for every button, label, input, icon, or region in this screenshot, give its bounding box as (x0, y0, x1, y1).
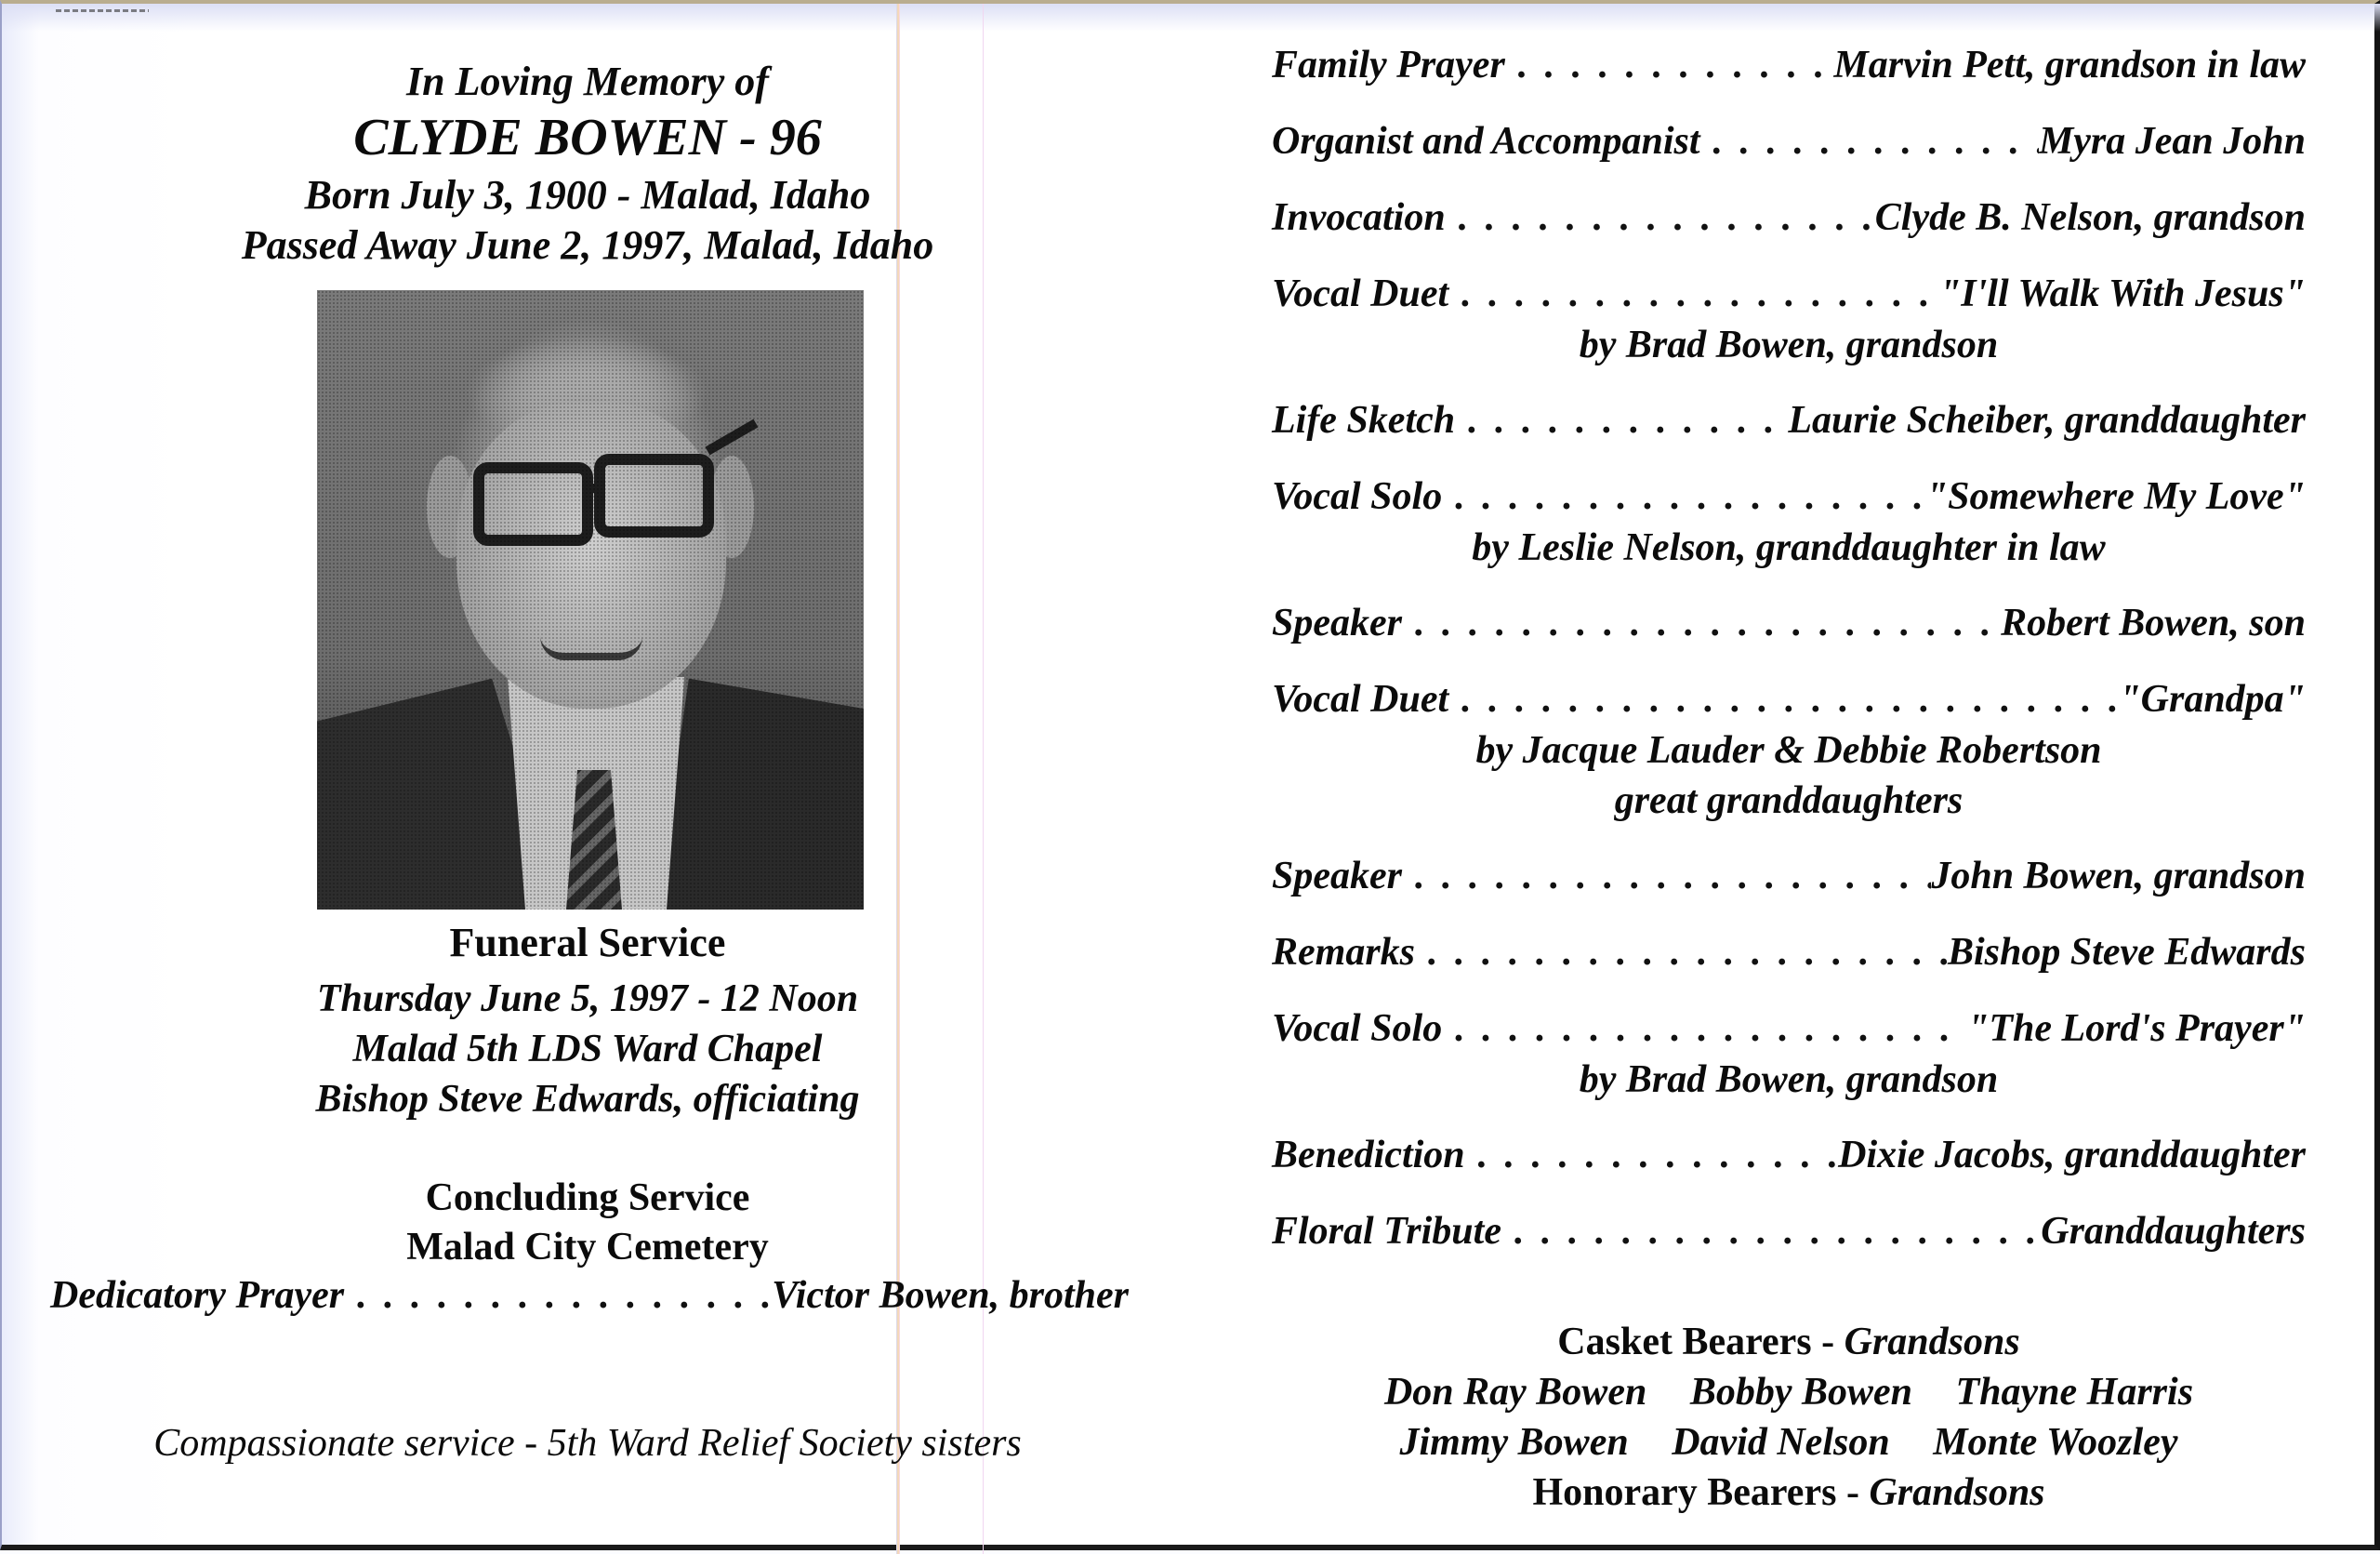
program-value: John Bowen, grandson (1931, 855, 2306, 897)
program-item (1272, 597, 2306, 649)
program-row (1272, 850, 2306, 902)
program-performer: by Leslie Nelson, granddaughter in law (1472, 526, 2106, 569)
memory-heading: In Loving Memory of (406, 59, 769, 104)
scan-edge (2, 4, 2380, 32)
dot-leader (1448, 268, 1939, 320)
program-label: Vocal Solo (1272, 1007, 1443, 1050)
program-row (1272, 39, 2306, 91)
program-performer: by Brad Bowen, grandson (1579, 324, 1999, 366)
dot-leader (1446, 192, 1875, 244)
program-label: Vocal Duet (1272, 272, 1449, 315)
program-performer: by Jacque Lauder & Debbie Robertson (1475, 729, 2102, 772)
dot-leader (1442, 471, 1926, 523)
bearer-name: David Nelson (1672, 1421, 1890, 1464)
program-row (1272, 1129, 2306, 1181)
funeral-service-heading: Funeral Service (449, 920, 726, 965)
program-label: Vocal Duet (1272, 678, 1449, 721)
separator: - (1811, 1321, 1844, 1363)
casket-bearers-label: Casket Bearers (1557, 1321, 1812, 1363)
dot-leader (1415, 926, 1948, 978)
program-row (1272, 471, 2306, 523)
dot-leader (1505, 39, 1834, 91)
dot-leader (344, 1273, 772, 1318)
program-label: Speaker (1272, 855, 1402, 897)
funeral-place: Malad 5th LDS Ward Chapel (352, 1028, 823, 1070)
glasses-icon (594, 454, 714, 538)
bearer-names-row (1272, 1367, 2306, 1417)
program-item (1272, 1003, 2306, 1105)
bearer-name: Thayne Harris (1955, 1371, 2194, 1414)
program-label: Invocation (1272, 196, 1446, 239)
program-item (1272, 1205, 2306, 1257)
glasses-bridge (587, 484, 600, 493)
program-row (1272, 268, 2306, 320)
program-label: Life Sketch (1272, 399, 1456, 442)
honorary-bearers-label: Honorary Bearers (1532, 1471, 1837, 1514)
bearer-name: Monte Woozley (1933, 1421, 2178, 1464)
program-label: Organist and Accompanist (1272, 120, 1700, 163)
program-value: "Somewhere My Love" (1925, 475, 2306, 518)
death-line: Passed Away June 2, 1997, Malad, Idaho (241, 222, 934, 268)
program-value: "Grandpa" (2119, 678, 2306, 721)
program-item (1272, 673, 2306, 826)
program-label: Dedicatory Prayer (50, 1274, 345, 1317)
program-performer: by Brad Bowen, grandson (1579, 1058, 1999, 1101)
separator: - (1836, 1471, 1870, 1514)
dot-leader (1442, 1003, 1967, 1055)
program-item (1272, 926, 2306, 978)
program-row (1272, 115, 2306, 167)
portrait-photo (317, 290, 864, 910)
program-label: Floral Tribute (1272, 1210, 1501, 1253)
program-row (1272, 1205, 2306, 1257)
program-row (1272, 673, 2306, 725)
bearer-names-row (1272, 1417, 2306, 1468)
program-value: "I'll Walk With Jesus" (1938, 272, 2306, 315)
program-row (1272, 926, 2306, 978)
program-value: "The Lord's Prayer" (1967, 1007, 2306, 1050)
dedicatory-prayer-row (50, 1273, 1129, 1318)
casket-bearers-group: Grandsons (1844, 1321, 2020, 1363)
program-value: Robert Bowen, son (2001, 602, 2306, 644)
program-performer: great granddaughters (1614, 779, 1964, 822)
honorary-bearers-group: Grandsons (1869, 1471, 2045, 1514)
program-value: Clyde B. Nelson, grandson (1874, 196, 2306, 239)
program-label: Benediction (1272, 1134, 1465, 1176)
bearers-section (1272, 1317, 2306, 1518)
program-label: Family Prayer (1272, 44, 1505, 86)
program-row (1272, 1003, 2306, 1055)
funeral-officiant: Bishop Steve Edwards, officiating (315, 1078, 860, 1121)
program-value: Granddaughters (2041, 1210, 2306, 1253)
program-value: Myra Jean John (2038, 120, 2306, 163)
program-item (1272, 850, 2306, 902)
program-label: Vocal Solo (1272, 475, 1443, 518)
dot-leader (1501, 1205, 2041, 1257)
portrait-face (456, 402, 726, 709)
program-item (1272, 394, 2306, 446)
dot-leader (1700, 115, 2039, 167)
program-item (1272, 115, 2306, 167)
program-row (1272, 192, 2306, 244)
program-value: Dixie Jacobs, granddaughter (1838, 1134, 2306, 1176)
program-item (1272, 268, 2306, 370)
bearer-name: Don Ray Bowen (1383, 1371, 1647, 1414)
program-value: Victor Bowen, brother (772, 1274, 1129, 1317)
dot-leader (1402, 850, 1931, 902)
program-value: Marvin Pett, grandson in law (1833, 44, 2306, 86)
dot-leader (1402, 597, 2001, 649)
bearer-name: Bobby Bowen (1689, 1371, 1913, 1414)
casket-bearers-heading (1272, 1317, 2306, 1367)
dot-leader (1465, 1129, 1838, 1181)
program-item (1272, 39, 2306, 91)
program-item (1272, 192, 2306, 244)
cemetery-name: Malad City Cemetery (406, 1226, 769, 1268)
concluding-service-heading: Concluding Service (425, 1176, 750, 1219)
bearer-name: Jimmy Bowen (1399, 1421, 1629, 1464)
scan-artifact (56, 9, 149, 12)
program-value: Laurie Scheiber, granddaughter (1788, 399, 2306, 442)
dot-leader (1448, 673, 2119, 725)
birth-line: Born July 3, 1900 - Malad, Idaho (304, 172, 871, 218)
glasses-arm (706, 419, 759, 456)
deceased-name: CLYDE BOWEN - 96 (353, 109, 822, 166)
program-label: Remarks (1272, 931, 1416, 974)
honorary-bearers-heading (1272, 1468, 2306, 1518)
program-row (1272, 394, 2306, 446)
program-item (1272, 1129, 2306, 1181)
funeral-date: Thursday June 5, 1997 - 12 Noon (316, 977, 859, 1020)
program-list (1272, 39, 2306, 1282)
compassionate-service-note: Compassionate service - 5th Ward Relief Society sisters (153, 1422, 1022, 1465)
program-item (1272, 471, 2306, 573)
program-value: Bishop Steve Edwards (1947, 931, 2306, 974)
portrait-smile (540, 636, 642, 660)
program-row (1272, 597, 2306, 649)
dot-leader (1455, 394, 1788, 446)
glasses-icon (473, 462, 593, 546)
program-label: Speaker (1272, 602, 1402, 644)
